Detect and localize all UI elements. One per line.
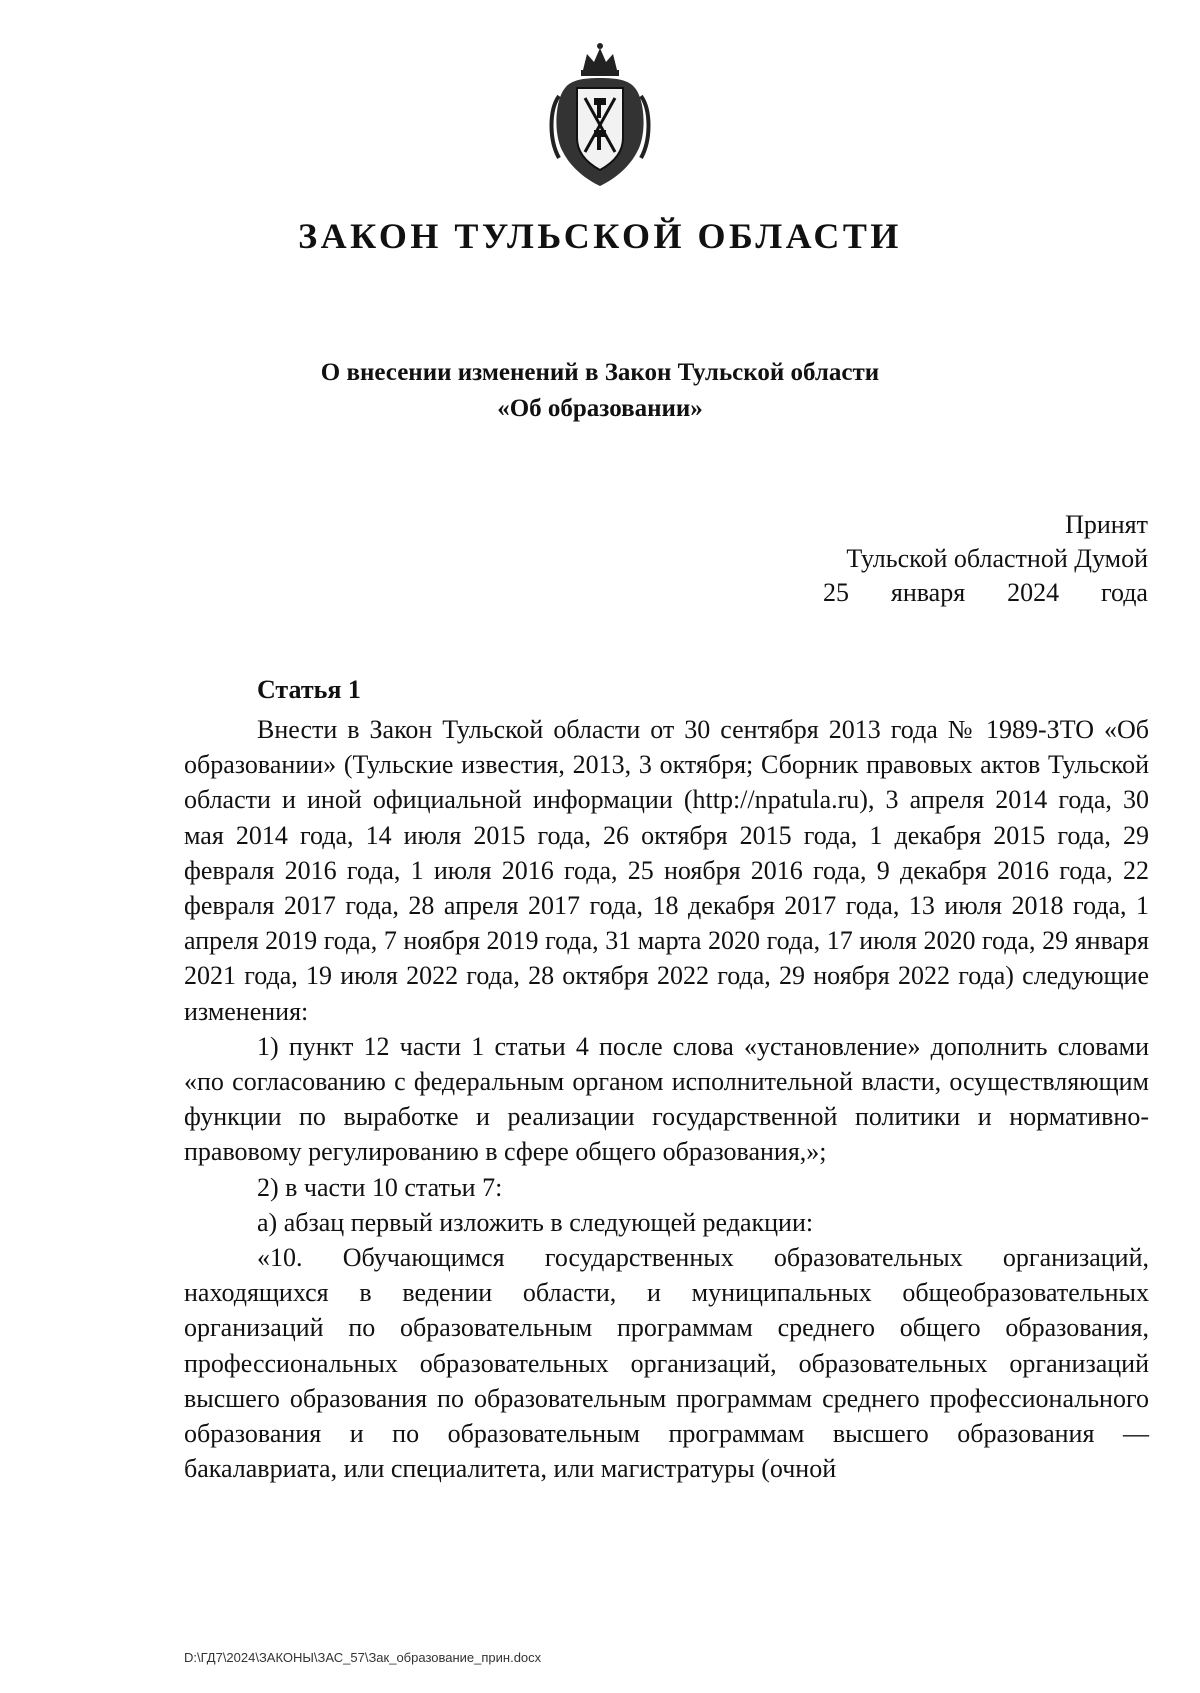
law-title: ЗАКОН ТУЛЬСКОЙ ОБЛАСТИ <box>298 216 902 256</box>
law-subject <box>0 355 1200 427</box>
article-paragraph: 2) в части 10 статьи 7: <box>257 1172 503 1202</box>
adoption-month: января <box>890 578 966 607</box>
law-subject-line-2: «Об образовании» <box>497 395 703 422</box>
article-paragraph: «10. Обучающимся государственных образовательных организаций, находящихся в ведении области, и муниципальных общеобразовательных организаций по образовательным программам среднего общего образования, профессиональных образовательных организаций, образовательных организаций высшего образования по образовательным программам среднего профессионального образования и по образовательным программам высшего образования — бакалавриата, или специалитета, или магистратуры (очной <box>184 1243 1149 1484</box>
article-paragraph: 1) пункт 12 части 1 статьи 4 после слова «установление» дополнить словами «по согласованию с федеральным органом исполнительной власти, осуществляющим функции по выработке и реализации государственной политики и нормативно-правовому регулированию в сфере общего образования,»; <box>184 1031 1149 1167</box>
adoption-year: 2024 <box>1007 578 1060 607</box>
law-subject-line-1: О внесении изменений в Закон Тульской области <box>320 359 880 386</box>
adoption-year-word: года <box>1100 578 1148 607</box>
adoption-line-1: Принят <box>1065 510 1148 539</box>
adoption-date <box>823 576 1148 610</box>
article-body <box>184 712 1149 1486</box>
adoption-day: 25 <box>823 578 849 607</box>
footer-file-path: D:\ГД7\2024\ЗАКОНЫ\ЗАС_57\Зак_образование_прин.docx <box>184 1650 542 1665</box>
adoption-line-2: Тульской областной Думой <box>846 544 1148 573</box>
article-paragraph: Внести в Закон Тульской области от 30 сентября 2013 года № 1989-ЗТО «Об образовании» (Тульские известия, 2013, 3 октября; Сборник правовых актов Тульской области и иной официальной информации (http://npatula.ru), 3 апреля 2014 года, 30 мая 2014 года, 14 июля 2015 года, 26 октября 2015 года, 1 декабря 2015 года, 29 февраля 2016 года, 1 июля 2016 года, 25 ноября 2016 года, 9 декабря 2016 года, 22 февраля 2017 года, 28 апреля 2017 года, 18 декабря 2017 года, 13 июля 2018 года, 1 апреля 2019 года, 7 ноября 2019 года, 31 марта 2020 года, 17 июля 2020 года, 29 января 2021 года, 19 июля 2022 года, 28 октября 2022 года, 29 ноября 2022 года) следующие изменения: <box>184 715 1149 1026</box>
coat-of-arms-icon <box>545 40 655 190</box>
article-heading: Статья 1 <box>257 675 361 704</box>
adoption-block <box>823 508 1148 610</box>
article-paragraph: а) абзац первый изложить в следующей редакции: <box>257 1207 814 1237</box>
